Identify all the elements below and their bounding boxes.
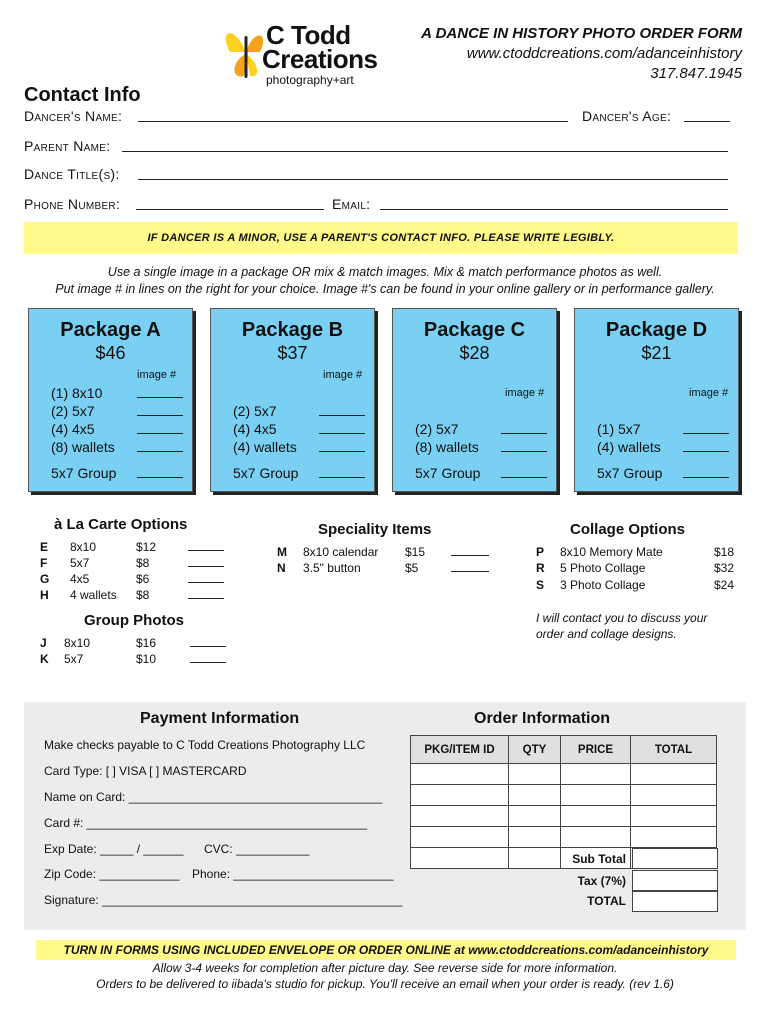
image-number-label: image #: [323, 369, 363, 381]
order-cell[interactable]: [509, 764, 561, 785]
a-la-carte-item: [40, 588, 230, 604]
a-la-carte-item: [40, 556, 230, 572]
item-desc: 5x7: [64, 652, 84, 666]
company-logo: [224, 20, 389, 90]
item-code: R: [536, 561, 545, 575]
dance-title-field[interactable]: [138, 166, 728, 180]
phone-field[interactable]: [136, 196, 324, 210]
table-row: [411, 785, 717, 806]
payment-phone-field[interactable]: Phone: ________________________: [192, 867, 394, 881]
a-la-carte-title: à La Carte Options: [54, 516, 188, 533]
item-price: $18: [714, 545, 735, 559]
subtotal-field[interactable]: [632, 848, 718, 869]
item-price: $6: [136, 572, 150, 586]
item-code: H: [40, 588, 49, 602]
quantity-field[interactable]: [190, 652, 226, 663]
order-cell[interactable]: [411, 764, 509, 785]
item-label: (2) 5x7: [233, 403, 277, 419]
image-number-field[interactable]: [319, 421, 365, 434]
order-cell[interactable]: [631, 785, 717, 806]
instruction-line-2: Put image # in lines on the right for your choice. Image #'s can be found in your online gallery or in performance gallery.: [55, 282, 715, 296]
table-row: [411, 806, 717, 827]
order-cell[interactable]: [561, 827, 631, 848]
item-code: E: [40, 540, 49, 554]
signature-field[interactable]: Signature: _____________________________________________: [44, 893, 403, 907]
footer-notes: [24, 960, 746, 992]
package-group-item: [597, 465, 737, 481]
order-cell[interactable]: [411, 827, 509, 848]
item-label: (4) wallets: [233, 439, 297, 455]
package-item: [597, 421, 737, 437]
order-cell[interactable]: [509, 806, 561, 827]
item-desc: 3.5" button: [303, 561, 361, 575]
payment-title: Payment Information: [140, 710, 300, 727]
item-label: (8) wallets: [51, 439, 115, 455]
item-desc: 4 wallets: [70, 588, 117, 602]
instruction-line-1: Use a single image in a package OR mix & match images. Mix & match performance photos as well.: [107, 265, 663, 279]
package-item: [51, 439, 191, 455]
collage-item: [536, 545, 736, 561]
item-desc: 3 Photo Collage: [560, 578, 646, 592]
total-label: TOTAL: [587, 894, 626, 908]
group-image-field[interactable]: [319, 465, 365, 478]
package-group-item: [233, 465, 373, 481]
contact-info-title: Contact Info: [24, 84, 141, 106]
logo-line2: Creations: [262, 44, 378, 74]
order-cell[interactable]: [509, 785, 561, 806]
cvc-field[interactable]: CVC: ___________: [204, 842, 310, 856]
item-desc: 4x5: [70, 572, 90, 586]
item-price: $12: [136, 540, 157, 554]
group-image-field[interactable]: [501, 465, 547, 478]
image-number-field[interactable]: [501, 439, 547, 452]
package-item: [415, 421, 555, 437]
package-item: [233, 403, 373, 419]
dancer-age-field[interactable]: [684, 108, 730, 122]
image-number-field[interactable]: [683, 439, 729, 452]
item-code: P: [536, 545, 545, 559]
package-item: [415, 439, 555, 455]
package-name: Package B: [241, 319, 344, 341]
tax-field[interactable]: [632, 870, 718, 891]
image-number-field[interactable]: [137, 421, 183, 434]
column-header: TOTAL: [631, 736, 717, 764]
image-number-field[interactable]: [319, 439, 365, 452]
package-price: $37: [277, 343, 308, 363]
quantity-field[interactable]: [188, 556, 224, 567]
form-title: A DANCE IN HISTORY PHOTO ORDER FORM: [421, 25, 742, 42]
item-code: F: [40, 556, 48, 570]
item-price: $5: [405, 561, 419, 575]
package-c-card: [392, 308, 557, 492]
item-label: (2) 5x7: [415, 421, 459, 437]
item-code: M: [277, 545, 287, 559]
image-number-field[interactable]: [137, 403, 183, 416]
footer-note-line-2: Orders to be delivered to iibada's studio for pickup. You'll receive an email when your order is ready. (rev 1.6): [96, 977, 674, 991]
group-image-field[interactable]: [137, 465, 183, 478]
image-number-label: image #: [689, 387, 729, 399]
collage-note: [536, 610, 707, 642]
order-cell[interactable]: [561, 806, 631, 827]
item-code: S: [536, 578, 545, 592]
a-la-carte-item: [40, 572, 230, 588]
package-name: Package D: [605, 319, 708, 341]
item-desc: 5x7: [70, 556, 90, 570]
exp-date-field[interactable]: Exp Date: _____ / ______: [44, 842, 184, 856]
column-header: QTY: [509, 736, 561, 764]
package-group-item: [415, 465, 555, 481]
quantity-field[interactable]: [190, 636, 226, 647]
package-a-card: [28, 308, 193, 492]
item-price: $24: [714, 578, 735, 592]
item-desc: 8x10: [64, 636, 91, 650]
card-number-field[interactable]: Card #: __________________________________________: [44, 816, 367, 830]
item-code: G: [40, 572, 50, 586]
logo-line1: C Todd: [266, 20, 351, 50]
package-name: Package A: [60, 319, 161, 341]
total-field[interactable]: [632, 891, 718, 912]
collage-note-line-1: I will contact you to discuss your: [536, 611, 708, 625]
dance-title-label: Dance Title(s):: [24, 166, 120, 182]
package-instructions: [24, 264, 746, 298]
package-item: [51, 403, 191, 419]
dancer-name-field[interactable]: [138, 108, 568, 122]
package-item: [233, 421, 373, 437]
package-b-card: [210, 308, 375, 492]
item-price: $15: [405, 545, 426, 559]
item-desc: 5 Photo Collage: [560, 561, 646, 575]
group-photo-item: [40, 652, 230, 668]
item-desc: 8x10 calendar: [303, 545, 379, 559]
package-name: Package C: [423, 319, 526, 341]
group-photos-title: Group Photos: [84, 612, 184, 629]
group-photo-item: [40, 636, 230, 652]
image-number-field[interactable]: [319, 403, 365, 416]
parent-name-field[interactable]: [122, 138, 728, 152]
item-code: K: [40, 652, 49, 666]
package-item: [233, 439, 373, 455]
quantity-field[interactable]: [188, 588, 224, 599]
subtotal-label: Sub Total: [572, 852, 626, 866]
quantity-field[interactable]: [188, 572, 224, 583]
package-d-card: [574, 308, 739, 492]
package-price: $46: [95, 343, 126, 363]
group-label: 5x7 Group: [233, 465, 299, 481]
image-number-field[interactable]: [683, 421, 729, 434]
dancer-age-label: Dancer's Age:: [582, 108, 672, 124]
item-price: $10: [136, 652, 157, 666]
group-label: 5x7 Group: [597, 465, 663, 481]
speciality-title: Speciality Items: [318, 521, 432, 538]
parent-name-label: Parent Name:: [24, 138, 111, 154]
item-label: (1) 5x7: [597, 421, 641, 437]
group-label: 5x7 Group: [51, 465, 117, 481]
item-code: J: [40, 636, 47, 650]
order-cell[interactable]: [411, 806, 509, 827]
image-number-field[interactable]: [501, 421, 547, 434]
order-cell[interactable]: [411, 785, 509, 806]
collage-title: Collage Options: [570, 521, 686, 538]
item-code: N: [277, 561, 286, 575]
order-title: Order Information: [474, 710, 611, 727]
item-price: $8: [136, 588, 150, 602]
column-header: PKG/ITEM ID: [411, 736, 509, 764]
collage-item: [536, 578, 736, 594]
table-row: [411, 764, 717, 785]
package-item: [51, 421, 191, 437]
item-label: (4) 4x5: [51, 421, 95, 437]
image-number-field[interactable]: [137, 439, 183, 452]
package-group-item: [51, 465, 191, 481]
item-desc: 8x10: [70, 540, 97, 554]
quantity-field[interactable]: [451, 545, 489, 556]
quantity-field[interactable]: [188, 540, 224, 551]
collage-note-line-2: order and collage designs.: [536, 627, 677, 641]
group-label: 5x7 Group: [415, 465, 481, 481]
table-row: [411, 827, 717, 848]
dancer-name-label: Dancer's Name:: [24, 108, 123, 124]
card-type-field[interactable]: Card Type: [ ] VISA [ ] MASTERCARD: [44, 764, 247, 778]
logo-tagline: photography+art: [266, 73, 354, 87]
item-price: $16: [136, 636, 157, 650]
phone-number: 317.847.1945: [650, 65, 742, 82]
order-table-header: [411, 736, 717, 764]
package-price: $28: [459, 343, 490, 363]
order-cell[interactable]: [411, 848, 509, 869]
group-image-field[interactable]: [683, 465, 729, 478]
order-cell[interactable]: [631, 827, 717, 848]
order-cell[interactable]: [631, 764, 717, 785]
name-on-card-field[interactable]: Name on Card: ______________________________________: [44, 790, 383, 804]
order-cell[interactable]: [561, 764, 631, 785]
image-number-label: image #: [505, 387, 545, 399]
package-price: $21: [641, 343, 672, 363]
item-label: (2) 5x7: [51, 403, 95, 419]
website-link[interactable]: www.ctoddcreations.com/adanceinhistory: [466, 45, 742, 62]
a-la-carte-item: [40, 540, 230, 556]
image-number-label: image #: [137, 369, 177, 381]
item-desc: 8x10 Memory Mate: [560, 545, 663, 559]
item-label: (1) 8x10: [51, 385, 103, 401]
image-number-field[interactable]: [137, 385, 183, 398]
package-item: [597, 439, 737, 455]
order-cell[interactable]: [509, 827, 561, 848]
tax-label: Tax (7%): [577, 874, 626, 888]
phone-label: Phone Number:: [24, 196, 121, 212]
order-cell[interactable]: [631, 806, 717, 827]
email-label: Email:: [332, 196, 371, 212]
item-label: (4) 4x5: [233, 421, 277, 437]
package-item: [51, 385, 191, 401]
speciality-item: [277, 545, 497, 561]
footer-note-line-1: Allow 3-4 weeks for completion after picture day. See reverse side for more information.: [152, 961, 618, 975]
collage-item: [536, 561, 736, 577]
checks-payable-text: Make checks payable to C Todd Creations Photography LLC: [44, 738, 366, 752]
header-info: [421, 24, 742, 84]
item-price: $8: [136, 556, 150, 570]
item-price: $32: [714, 561, 735, 575]
minor-notice: IF DANCER IS A MINOR, USE A PARENT'S CONTACT INFO. PLEASE WRITE LEGIBLY.: [24, 222, 738, 254]
order-cell[interactable]: [561, 785, 631, 806]
quantity-field[interactable]: [451, 561, 489, 572]
speciality-item: [277, 561, 497, 577]
zip-code-field[interactable]: Zip Code: ____________: [44, 867, 180, 881]
item-label: (8) wallets: [415, 439, 479, 455]
item-label: (4) wallets: [597, 439, 661, 455]
email-field[interactable]: [380, 196, 728, 210]
footer-banner: TURN IN FORMS USING INCLUDED ENVELOPE OR ORDER ONLINE at www.ctoddcreations.com/adanceinhistory: [36, 940, 736, 960]
column-header: PRICE: [561, 736, 631, 764]
